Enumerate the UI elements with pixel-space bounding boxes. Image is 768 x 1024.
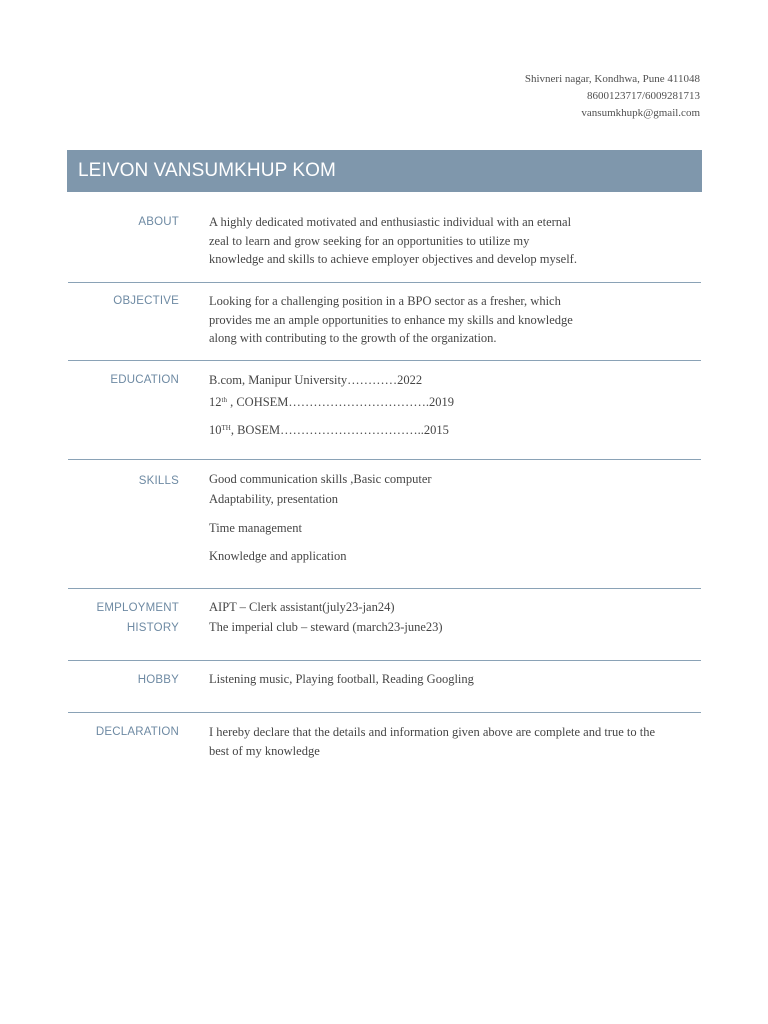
about-text — [209, 213, 694, 269]
hobby-line: Listening music, Playing football, Reading Googling — [209, 672, 474, 686]
objective-text — [209, 292, 694, 348]
education-label: EDUCATION — [110, 374, 179, 386]
objective-line: along with contributing to the growth of the organization. — [209, 331, 497, 345]
employment-list — [209, 598, 694, 637]
contact-address: Shivneri nagar, Kondhwa, Pune 411048 — [524, 73, 700, 85]
skills-label: SKILLS — [138, 475, 179, 487]
section-divider — [68, 712, 701, 713]
hobby-text — [209, 670, 694, 689]
employment-label-line: EMPLOYMENT — [96, 602, 179, 614]
skill-item: Adaptability, presentation — [209, 492, 339, 506]
section-divider — [68, 588, 701, 589]
employment-item: AIPT – Clerk assistant(july23-jan24) — [209, 600, 395, 614]
objective-label: OBJECTIVE — [113, 295, 179, 307]
education-item: B.com, Manipur University…………2022 — [209, 373, 423, 387]
objective-line: provides me an ample opportunities to enhance my skills and knowledge — [209, 312, 573, 327]
education-item: 10TH, BOSEM……………………………..2015 — [209, 423, 449, 437]
hobby-label: HOBBY — [137, 674, 179, 686]
section-divider — [68, 459, 701, 460]
employment-label — [59, 598, 179, 638]
skills-list — [209, 470, 694, 566]
declaration-label: DECLARATION — [95, 726, 179, 738]
declaration-line: best of my knowledge — [209, 743, 320, 758]
contact-info — [525, 71, 700, 122]
employment-label-line: HISTORY — [126, 622, 179, 634]
name-header-bar — [67, 150, 702, 192]
skill-item: Knowledge and application — [209, 549, 347, 563]
skill-item: Time management — [209, 521, 302, 535]
section-divider — [68, 360, 701, 361]
contact-phone: 8600123717/6009281713 — [586, 90, 700, 102]
section-divider — [68, 282, 701, 283]
skill-item: Good communication skills ,Basic computer — [209, 472, 432, 486]
about-line: knowledge and skills to achieve employer objectives and develop myself. — [209, 252, 577, 266]
declaration-text — [209, 723, 699, 760]
about-line: zeal to learn and grow seeking for an opportunities to utilize my — [209, 233, 530, 248]
education-list — [209, 371, 694, 440]
candidate-name: LEIVON VANSUMKHUP KOM — [78, 160, 336, 181]
about-line: A highly dedicated motivated and enthusiastic individual with an eternal — [209, 215, 572, 229]
contact-email: vansumkhupk@gmail.com — [581, 107, 700, 119]
objective-line: Looking for a challenging position in a BPO sector as a fresher, which — [209, 294, 561, 308]
declaration-line: I hereby declare that the details and information given above are complete and true to the — [209, 725, 655, 739]
section-divider — [68, 660, 701, 661]
education-item: 12th , COHSEM…………………………….2019 — [209, 395, 455, 409]
employment-item: The imperial club – steward (march23-june23) — [209, 620, 443, 634]
about-label: ABOUT — [138, 216, 179, 228]
